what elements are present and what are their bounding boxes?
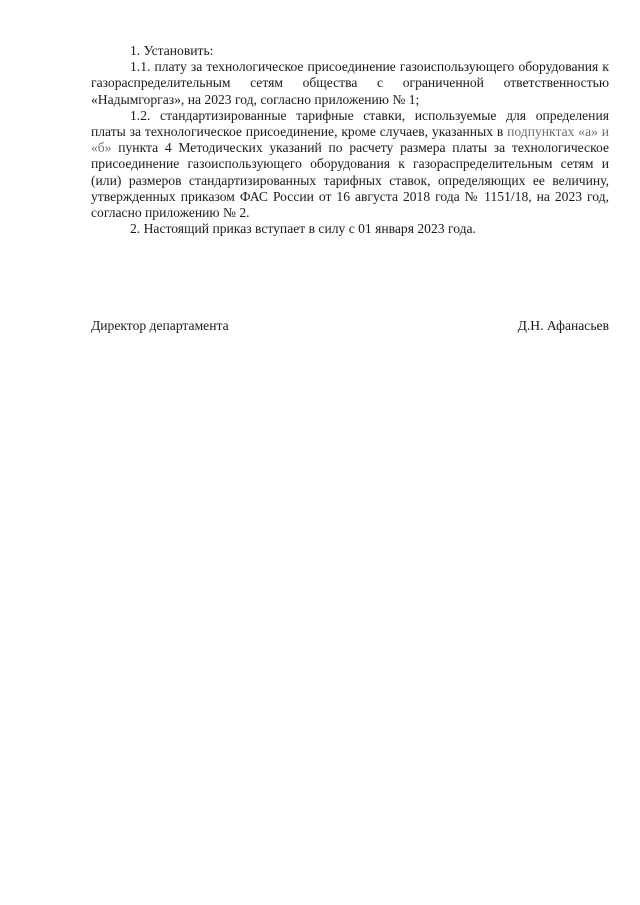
signatory-position: Директор департамента xyxy=(91,318,229,333)
signature-block xyxy=(91,318,609,334)
order-body xyxy=(91,43,609,237)
item-1-2-text-start: 1.2. стандартизированные тарифные ставки, используемые для определения платы за технологическое присоединение, кроме случаев, указанных в xyxy=(91,107,609,140)
item-1-1-paragraph: 1.1. плату за технологическое присоединение газоиспользующего оборудования к газораспределительным сетям общества с ограниченной ответственностью «Надымгоргаз», на 2023 год, согласно приложению № 1; xyxy=(91,59,609,107)
item-2-paragraph: 2. Настоящий приказ вступает в силу с 01 января 2023 года. xyxy=(130,221,476,237)
item-1-heading: 1. Установить: xyxy=(130,43,214,58)
signatory-name: Д.Н. Афанасьев xyxy=(517,318,609,333)
item-1-2-text-end: пункта 4 Методических указаний по расчету размера платы за технологическое присоединение газоиспользующего оборудования к газораспределительным сетям и (или) размеров стандартизированных тарифных ставок, определяющих ее величину, утвержденных приказом ФАС России от 16 августа 2018 года № 1151/18, на 2023 год, согласно приложению № 2. xyxy=(91,140,609,221)
subclause-reference-link[interactable]: подпунктах «а» и «б» xyxy=(91,124,609,156)
item-1-2-paragraph xyxy=(91,108,609,221)
